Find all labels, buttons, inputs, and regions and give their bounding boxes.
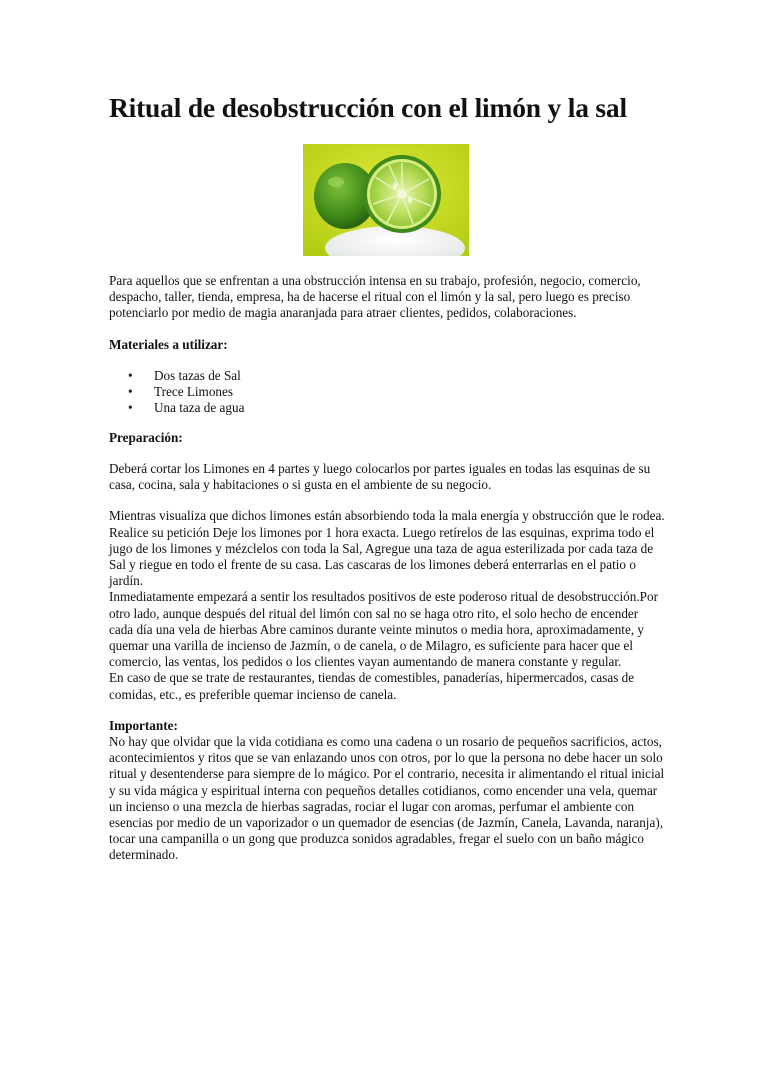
lime-and-salt-image [303,144,469,256]
list-item: • Dos tazas de Sal [128,367,241,383]
lime-photo-icon [303,144,469,256]
list-item: • Una taza de agua [128,399,245,415]
preparation-paragraph-2: Mientras visualiza que dichos limones están absorbiendo toda la mala energía y obstrucción que le rodea. Realice su petición Deje los limones por 1 hora exacta. Luego retírelos de las esquinas, exprima todo el jugo de los limones y mézclelos con toda la Sal, Agregue una taza de agua esterilizada por cada taza de Sal y riegue en todo el frente de su casa. Las cascaras de los limones deberá enterrarlas en el patio o jardín. [109,508,665,589]
materials-list [109,368,665,416]
bullet-icon: • [128,383,133,399]
preparation-paragraph-1: Deberá cortar los Limones en 4 partes y luego colocarlos por partes iguales en todas las esquinas de su casa, cocina, sala y habitaciones o si gusta en el ambiente de su negocio. [109,461,651,493]
document-title: Ritual de desobstrucción con el limón y la sal [109,92,627,123]
document-page [109,90,665,864]
preparation-paragraph-4: En caso de que se trate de restaurantes, tiendas de comestibles, panaderías, hipermercados, casas de comidas, etc., es preferible quemar incienso de canela. [109,670,635,702]
materials-heading: Materiales a utilizar: [109,336,228,352]
list-item: • Trece Limones [128,383,233,399]
preparation-heading: Preparación: [109,429,183,445]
important-paragraph: No hay que olvidar que la vida cotidiana es como una cadena o un rosario de pequeños sacrificios, actos, acontecimientos y ritos que se van enlazando unos con otros, por lo que la persona no debe hacer un solo ritual y desentenderse para siempre de lo mágico. Por el contrario, necesita ir alimentando el ritual inicial y su vida mágica y espiritual interna con pequeños detalles cotidianos, como encender una vela, quemar un incienso o una mezcla de hierbas sagradas, rociar el lugar con aromas, perfumar el ambiente con esencias por medio de un vaporizador o un quemador de esencias (de Jazmín, Canela, Lavanda, naranja), tocar una campanilla o un gong que produzca sonidos agradables, fregar el suelo con un baño mágico determinado. [109,734,665,863]
bullet-icon: • [128,367,133,383]
bullet-icon: • [128,399,133,415]
intro-paragraph: Para aquellos que se enfrentan a una obstrucción intensa en su trabajo, profesión, negocio, comercio, despacho, taller, tienda, empresa, ha de hacerse el ritual con el limón y la sal, pero luego es preciso potenciarlo por medio de magia anaranjada para atraer clientes, pedidos, colaboraciones. [109,273,641,321]
preparation-paragraph-3: Inmediatamente empezará a sentir los resultados positivos de este poderoso ritual de desobstrucción.Por otro lado, aunque después del ritual del limón con sal no se haga otro rito, el solo hecho de encender cada día una vela de hierbas Abre caminos durante veinte minutos o media hora, aproximadamente, y quemar una varilla de incienso de Jazmín, o de canela, o de Milagro, es suficiente para hacer que el comercio, las ventas, los pedidos o los clientes vayan aumentando de manera constante y regular. [109,589,658,670]
important-heading: Importante: [109,717,178,733]
